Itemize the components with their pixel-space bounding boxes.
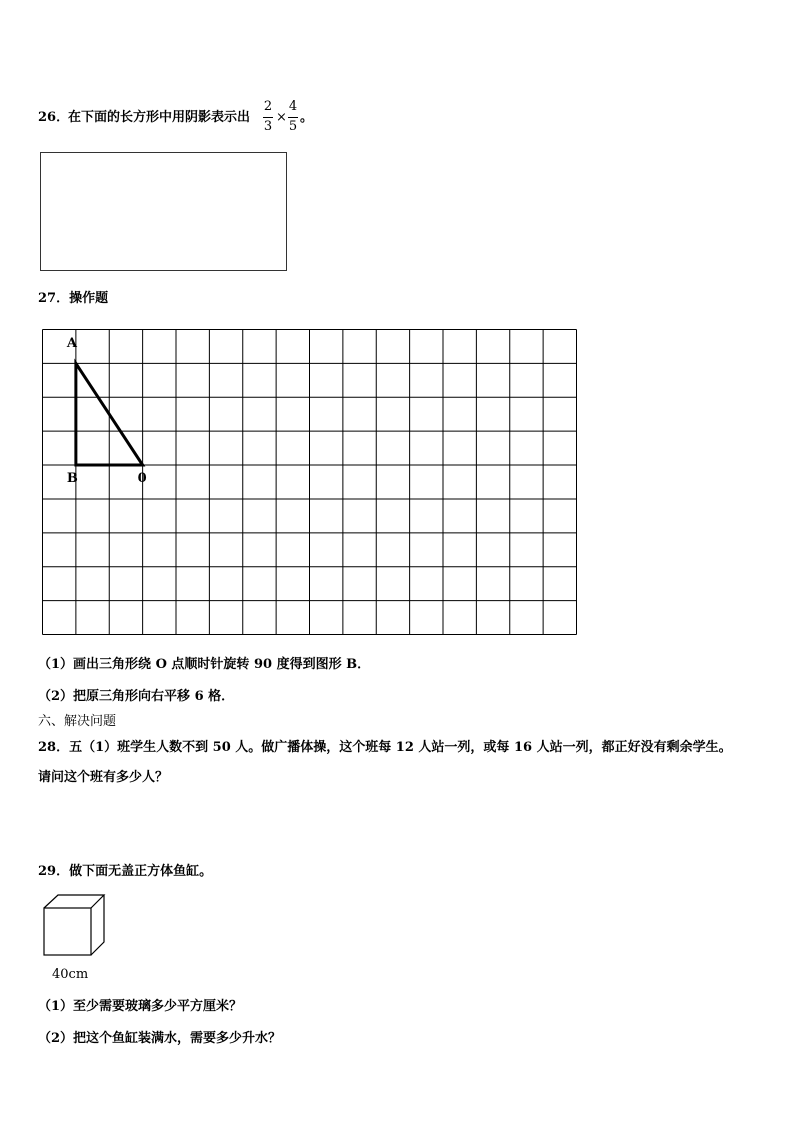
- cube-figure: [42, 894, 106, 958]
- q27-label-o: 0: [137, 471, 147, 487]
- q29-sub1: （1）至少需要玻璃多少平方厘米？: [38, 999, 243, 1014]
- q27-title: 27．操作题: [38, 291, 109, 306]
- q26-frac2-line: [288, 117, 298, 118]
- q26-text: 在下面的长方形中用阴影表示出: [68, 110, 251, 125]
- section-6-heading: 六、解决问题: [38, 714, 117, 729]
- q26-frac1-den: 3: [263, 119, 273, 134]
- q28-line2: 请问这个班有多少人？: [38, 770, 169, 785]
- q26-frac1-line: [263, 117, 273, 118]
- q28-line1: 28．五（1）班学生人数不到 50 人。做广播体操，这个班每 12 人站一列，或每 16 人站一列，都正好没有剩余学生。: [38, 740, 732, 755]
- q26-frac2-num: 4: [288, 99, 298, 114]
- q27-label-a: A: [66, 336, 77, 352]
- cube-dimension-label: 40cm: [52, 967, 89, 982]
- q27-sub1: （1）画出三角形绕 O 点顺时针旋转 90 度得到图形 B．: [38, 657, 371, 672]
- q29-title: 29．做下面无盖正方体鱼缸。: [38, 864, 213, 879]
- q26-times: ×: [276, 110, 287, 125]
- q27-label-b: B: [66, 471, 78, 487]
- q26-frac1-num: 2: [263, 99, 273, 114]
- q26-rectangle[interactable]: [40, 152, 287, 271]
- q26-frac2-den: 5: [288, 119, 298, 134]
- q27-sub2: （2）把原三角形向右平移 6 格．: [38, 689, 235, 704]
- q29-sub2: （2）把这个鱼缸装满水，需要多少升水？: [38, 1031, 282, 1046]
- q26-end: 。: [300, 110, 314, 125]
- q26-number: 26．: [38, 110, 70, 125]
- q27-grid[interactable]: [42, 329, 577, 635]
